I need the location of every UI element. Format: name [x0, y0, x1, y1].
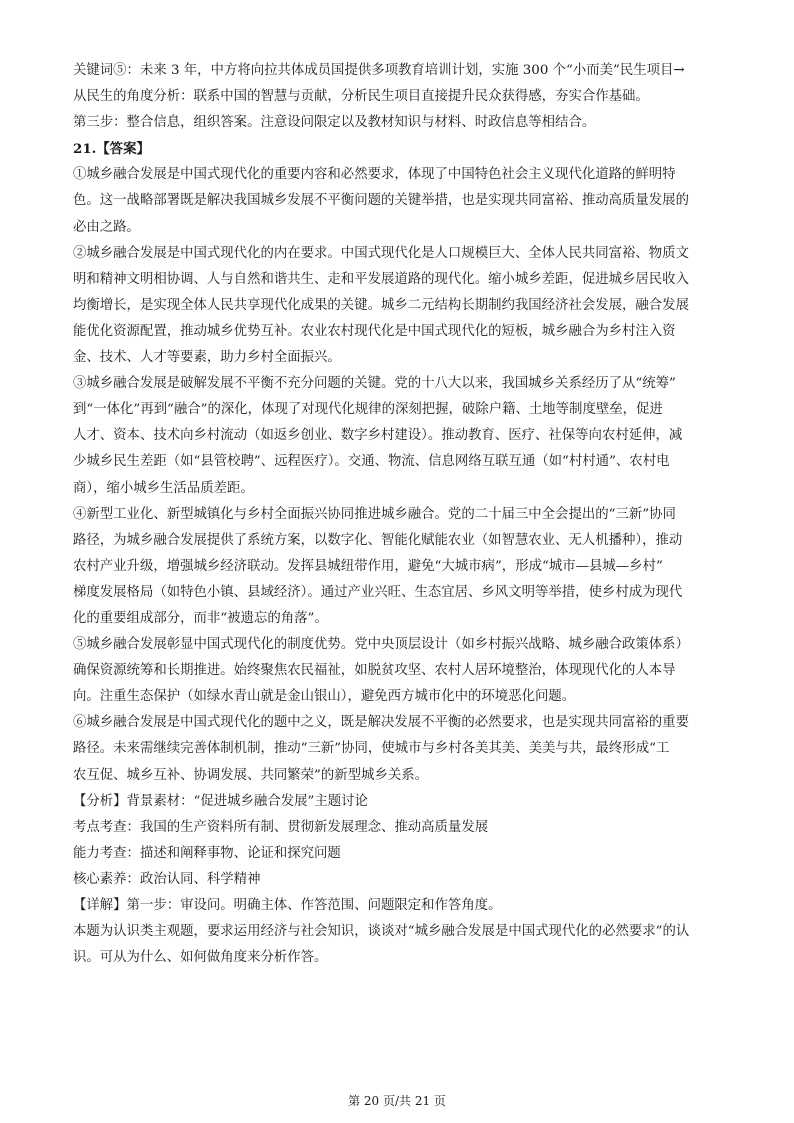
text-line: ③城乡融合发展是破解发展不平衡不充分问题的关键。党的十八大以来，我国城乡关系经历了从“统筹” — [73, 376, 676, 392]
text-line: 农互促、城乡互补、协调发展、共同繁荣”的新型城乡关系。 — [73, 767, 428, 783]
text-line: 向。注重生态保护（如绿水青山就是金山银山），避免西方城市化中的环境恶化问题。 — [73, 689, 576, 705]
text-line: 考点考查：我国的生产资料所有制、贯彻新发展理念、推动高质量发展 — [73, 819, 489, 835]
text-line: 少城乡民生差距（如“县管校聘”、远程医疗）。交通、物流、信息网络互联互通（如“村村通”、农村电 — [73, 454, 670, 470]
text-line: 核心素养：政治认同、科学精神 — [73, 871, 261, 887]
document-body — [73, 58, 723, 971]
text-line: 明和精神文明相协调、人与自然和谐共生、走和平发展道路的现代化。缩小城乡差距，促进城乡居民收入 — [73, 271, 689, 287]
text-line: 能力考查：描述和阐释事物、论证和探究问题 — [73, 845, 341, 861]
text-line: 能优化资源配置，推动城乡优势互补。农业农村现代化是中国式现代化的短板，城乡融合为乡村注入资 — [73, 323, 676, 339]
text-line: 农村产业升级，增强城乡经济联动。发挥县城纽带作用，避免“大城市病”，形成“城市—县城—乡村” — [73, 558, 663, 574]
text-line: 均衡增长，是实现全体人民共享现代化成果的关键。城乡二元结构长期制约我国经济社会发展，融合发展 — [73, 297, 689, 313]
text-line: 化的重要组成部分，而非“被遗忘的角落”。 — [73, 610, 328, 626]
text-line: 色。这一战略部署既是解决我国城乡发展不平衡问题的关键举措，也是实现共同富裕、推动高质量发展的 — [73, 193, 689, 209]
text-line: 本题为认识类主观题，要求运用经济与社会知识，谈谈对“城乡融合发展是中国式现代化的必然要求”的认 — [73, 924, 690, 940]
text-line: 人才、资本、技术向乡村流动（如返乡创业、数字乡村建设）。推动教育、医疗、社保等向农村延伸，减 — [73, 428, 683, 444]
text-line: 商），缩小城乡生活品质差距。 — [73, 480, 254, 496]
page-footer: 第 20 页/共 21 页 — [348, 1094, 446, 1108]
text-line: 路径，为城乡融合发展提供了系统方案，以数字化、智能化赋能农业（如智慧农业、无人机播种），推动 — [73, 532, 683, 548]
text-line: ⑥城乡融合发展是中国式现代化的题中之义，既是解决发展不平衡的必然要求，也是实现共同富裕的重要 — [73, 715, 689, 731]
text-line: 关键词⑤：未来 3 年，中方将向拉共体成员国提供多项教育培训计划，实施 300 个“小而美”民生项目→ — [73, 63, 685, 78]
text-line: 到“一体化”再到“融合”的深化，体现了对现代化规律的深刻把握，破除户籍、土地等制度壁垒，促进 — [73, 402, 663, 418]
text-line: ⑤城乡融合发展彰显中国式现代化的制度优势。党中央顶层设计（如乡村振兴战略、城乡融合政策体系） — [73, 637, 689, 653]
text-line: ①城乡融合发展是中国式现代化的重要内容和必然要求，体现了中国特色社会主义现代化道路的鲜明特 — [73, 167, 676, 183]
text-line: 金、技术、人才等要素，助力乡村全面振兴。 — [73, 350, 341, 366]
text-line: 梯度发展格局（如特色小镇、县域经济）。通过产业兴旺、生态宜居、乡风文明等举措，使乡村成为现代 — [73, 584, 683, 600]
text-line: 【详解】第一步：审设问。明确主体、作答范围、问题限定和作答角度。 — [73, 898, 502, 913]
text-line: ②城乡融合发展是中国式现代化的内在要求。中国式现代化是人口规模巨大、全体人民共同富裕、物质文 — [73, 245, 689, 261]
text-line: 必由之路。 — [73, 219, 140, 235]
text-line: 路径。未来需继续完善体制机制，推动“三新”协同，使城市与乡村各美其美、美美与共，最终形成“工 — [73, 741, 670, 757]
text-line: 第三步：整合信息，组织答案。注意设问限定以及教材知识与材料、时政信息等相结合。 — [73, 115, 596, 131]
text-line: 21.【答案】 — [73, 141, 150, 158]
text-line: 识。可从为什么、如何做角度来分析作答。 — [73, 950, 328, 966]
text-line: 确保资源统筹和长期推进。始终聚焦农民福祉，如脱贫攻坚、农村人居环境整治，体现现代化的人本导 — [73, 663, 676, 679]
text-line: ④新型工业化、新型城镇化与乡村全面振兴协同推进城乡融合。党的二十届三中全会提出的“三新”协同 — [73, 506, 676, 522]
text-line: 【分析】背景素材：“促进城乡融合发展”主题讨论 — [73, 793, 368, 809]
text-line: 从民生的角度分析：联系中国的智慧与贡献，分析民生项目直接提升民众获得感，夯实合作基础。 — [73, 89, 649, 105]
